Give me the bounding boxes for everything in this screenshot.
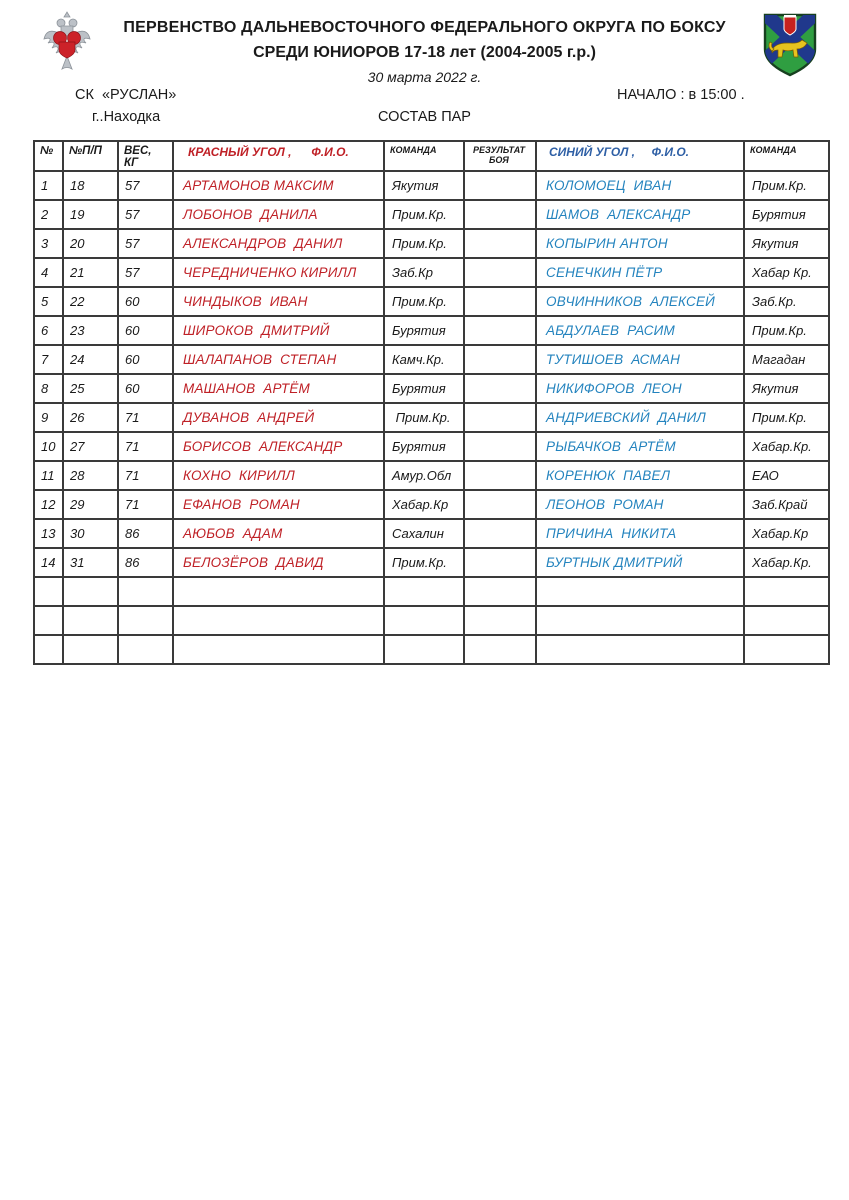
empty-cell xyxy=(464,635,536,664)
red-name-cell: ДУВАНОВ АНДРЕЙ xyxy=(173,403,384,432)
row-number-cell: 6 xyxy=(34,316,63,345)
weight-cell: 57 xyxy=(118,229,173,258)
blue-team-cell: Бурятия xyxy=(744,200,829,229)
table-row xyxy=(34,519,829,548)
blue-team-cell: Хабар Кр. xyxy=(744,258,829,287)
empty-cell xyxy=(63,577,118,606)
empty-cell xyxy=(118,577,173,606)
weight-cell: 86 xyxy=(118,519,173,548)
blue-team-cell: Магадан xyxy=(744,345,829,374)
header-no: № xyxy=(34,141,63,171)
pair-number-cell: 20 xyxy=(63,229,118,258)
row-number-cell: 4 xyxy=(34,258,63,287)
red-team-cell: Прим.Кр. xyxy=(384,287,464,316)
pair-number-cell: 21 xyxy=(63,258,118,287)
table-row xyxy=(34,287,829,316)
section-title: СОСТАВ ПАР xyxy=(378,109,471,125)
result-cell xyxy=(464,345,536,374)
empty-table-row xyxy=(34,606,829,635)
red-team-cell: Прим.Кр. xyxy=(384,548,464,577)
blue-team-cell: Заб.Край xyxy=(744,490,829,519)
red-team-cell: Камч.Кр. xyxy=(384,345,464,374)
venue-name: СК «РУСЛАН» xyxy=(75,87,177,103)
table-row xyxy=(34,171,829,200)
event-date: 30 марта 2022 г. xyxy=(367,69,482,85)
red-team-cell: Якутия xyxy=(384,171,464,200)
city-name: г..Находка xyxy=(92,109,161,125)
weight-cell: 60 xyxy=(118,374,173,403)
blue-team-cell: Хабар.Кр xyxy=(744,519,829,548)
result-cell xyxy=(464,258,536,287)
blue-name-cell: АБДУЛАЕВ РАСИМ xyxy=(536,316,744,345)
header-team-blue: КОМАНДА xyxy=(744,141,829,171)
empty-cell xyxy=(173,577,384,606)
red-name-cell: ЕФАНОВ РОМАН xyxy=(173,490,384,519)
empty-cell xyxy=(464,577,536,606)
pair-number-cell: 29 xyxy=(63,490,118,519)
result-cell xyxy=(464,316,536,345)
blue-name-cell: РЫБАЧКОВ АРТЁМ xyxy=(536,432,744,461)
blue-name-cell: АНДРИЕВСКИЙ ДАНИЛ xyxy=(536,403,744,432)
weight-cell: 71 xyxy=(118,490,173,519)
blue-name-cell: КОПЫРИН АНТОН xyxy=(536,229,744,258)
blue-team-cell: Хабар.Кр. xyxy=(744,548,829,577)
pair-number-cell: 18 xyxy=(63,171,118,200)
blue-name-cell: КОРЕНЮК ПАВЕЛ xyxy=(536,461,744,490)
table-row xyxy=(34,432,829,461)
header-pair-no: №П/П xyxy=(63,141,118,171)
weight-cell: 71 xyxy=(118,461,173,490)
header-weight-line1: ВЕС, xyxy=(124,145,152,157)
red-team-cell: Прим.Кр. xyxy=(384,200,464,229)
header-result-line2: БОЯ xyxy=(489,155,509,165)
red-name-cell: ЧЕРЕДНИЧЕНКО КИРИЛЛ xyxy=(173,258,384,287)
weight-cell: 60 xyxy=(118,345,173,374)
blue-name-cell: ОВЧИННИКОВ АЛЕКСЕЙ xyxy=(536,287,744,316)
weight-cell: 86 xyxy=(118,548,173,577)
red-team-cell: Амур.Обл xyxy=(384,461,464,490)
pair-number-cell: 28 xyxy=(63,461,118,490)
pairs-table xyxy=(33,140,830,665)
blue-name-cell: ПРИЧИНА НИКИТА xyxy=(536,519,744,548)
blue-name-cell: КОЛОМОЕЦ ИВАН xyxy=(536,171,744,200)
pair-number-cell: 24 xyxy=(63,345,118,374)
tournament-subtitle: СРЕДИ ЮНИОРОВ 17-18 лет (2004-2005 г.р.) xyxy=(253,44,596,61)
table-row xyxy=(34,316,829,345)
weight-cell: 71 xyxy=(118,403,173,432)
primorsky-krai-coat-of-arms-icon xyxy=(760,11,820,84)
empty-cell xyxy=(34,606,63,635)
red-team-cell: Сахалин xyxy=(384,519,464,548)
empty-cell xyxy=(34,635,63,664)
tournament-title: ПЕРВЕНСТВО ДАЛЬНЕВОСТОЧНОГО ФЕДЕРАЛЬНОГО ОКРУГА ПО БОКСУ xyxy=(123,19,726,36)
red-name-cell: ЛОБОНОВ ДАНИЛА xyxy=(173,200,384,229)
blue-name-cell: ШАМОВ АЛЕКСАНДР xyxy=(536,200,744,229)
empty-cell xyxy=(118,606,173,635)
pair-number-cell: 27 xyxy=(63,432,118,461)
boxing-federation-emblem-icon xyxy=(42,11,92,82)
row-number-cell: 1 xyxy=(34,171,63,200)
weight-cell: 60 xyxy=(118,316,173,345)
red-team-cell: Бурятия xyxy=(384,316,464,345)
blue-team-cell: Заб.Кр. xyxy=(744,287,829,316)
result-cell xyxy=(464,432,536,461)
pair-number-cell: 23 xyxy=(63,316,118,345)
blue-team-cell: Якутия xyxy=(744,374,829,403)
empty-cell xyxy=(384,606,464,635)
empty-cell xyxy=(63,635,118,664)
result-cell xyxy=(464,490,536,519)
result-cell xyxy=(464,519,536,548)
header-result xyxy=(464,141,536,171)
empty-table-row xyxy=(34,577,829,606)
result-cell xyxy=(464,200,536,229)
blue-team-cell: Прим.Кр. xyxy=(744,171,829,200)
empty-cell xyxy=(118,635,173,664)
table-row xyxy=(34,258,829,287)
red-team-cell: Заб.Кр xyxy=(384,258,464,287)
result-cell xyxy=(464,229,536,258)
blue-name-cell: БУРТНЫК ДМИТРИЙ xyxy=(536,548,744,577)
result-cell xyxy=(464,403,536,432)
header-red-corner: КРАСНЫЙ УГОЛ , Ф.И.О. xyxy=(173,141,384,171)
table-row xyxy=(34,345,829,374)
table-header-row xyxy=(34,141,829,171)
red-name-cell: АЮБОВ АДАМ xyxy=(173,519,384,548)
empty-cell xyxy=(536,635,744,664)
red-team-cell: Бурятия xyxy=(384,374,464,403)
result-cell xyxy=(464,461,536,490)
red-name-cell: ШАЛАПАНОВ СТЕПАН xyxy=(173,345,384,374)
row-number-cell: 14 xyxy=(34,548,63,577)
result-cell xyxy=(464,548,536,577)
header-weight-line2: КГ xyxy=(124,157,139,169)
blue-name-cell: ЛЕОНОВ РОМАН xyxy=(536,490,744,519)
blue-name-cell: СЕНЕЧКИН ПЁТР xyxy=(536,258,744,287)
empty-cell xyxy=(34,577,63,606)
row-number-cell: 10 xyxy=(34,432,63,461)
row-number-cell: 8 xyxy=(34,374,63,403)
red-name-cell: КОХНО КИРИЛЛ xyxy=(173,461,384,490)
result-cell xyxy=(464,287,536,316)
row-number-cell: 11 xyxy=(34,461,63,490)
weight-cell: 57 xyxy=(118,171,173,200)
empty-cell xyxy=(744,606,829,635)
header-blue-corner: СИНИЙ УГОЛ , Ф.И.О. xyxy=(536,141,744,171)
red-name-cell: АРТАМОНОВ МАКСИМ xyxy=(173,171,384,200)
header-weight xyxy=(118,141,173,171)
header-result-line1: РЕЗУЛЬТАТ xyxy=(472,145,526,155)
empty-cell xyxy=(384,635,464,664)
red-name-cell: АЛЕКСАНДРОВ ДАНИЛ xyxy=(173,229,384,258)
empty-cell xyxy=(173,606,384,635)
table-row xyxy=(34,548,829,577)
table-row xyxy=(34,461,829,490)
blue-team-cell: Хабар.Кр. xyxy=(744,432,829,461)
empty-cell xyxy=(536,577,744,606)
weight-cell: 60 xyxy=(118,287,173,316)
pair-number-cell: 25 xyxy=(63,374,118,403)
red-name-cell: ШИРОКОВ ДМИТРИЙ xyxy=(173,316,384,345)
row-number-cell: 2 xyxy=(34,200,63,229)
red-team-cell: Хабар.Кр xyxy=(384,490,464,519)
empty-cell xyxy=(63,606,118,635)
blue-team-cell: Прим.Кр. xyxy=(744,403,829,432)
pair-number-cell: 31 xyxy=(63,548,118,577)
row-number-cell: 13 xyxy=(34,519,63,548)
table-row xyxy=(34,374,829,403)
start-time: НАЧАЛО : в 15:00 . xyxy=(617,87,745,103)
empty-cell xyxy=(173,635,384,664)
result-cell xyxy=(464,171,536,200)
empty-cell xyxy=(536,606,744,635)
empty-cell xyxy=(464,606,536,635)
blue-name-cell: НИКИФОРОВ ЛЕОН xyxy=(536,374,744,403)
row-number-cell: 5 xyxy=(34,287,63,316)
table-row xyxy=(34,490,829,519)
blue-team-cell: ЕАО xyxy=(744,461,829,490)
weight-cell: 57 xyxy=(118,258,173,287)
red-team-cell: Прим.Кр. xyxy=(384,403,464,432)
empty-table-row xyxy=(34,635,829,664)
row-number-cell: 9 xyxy=(34,403,63,432)
weight-cell: 57 xyxy=(118,200,173,229)
pair-number-cell: 30 xyxy=(63,519,118,548)
row-number-cell: 12 xyxy=(34,490,63,519)
table-row xyxy=(34,229,829,258)
empty-cell xyxy=(744,635,829,664)
pair-number-cell: 19 xyxy=(63,200,118,229)
result-cell xyxy=(464,374,536,403)
red-name-cell: ЧИНДЫКОВ ИВАН xyxy=(173,287,384,316)
pair-number-cell: 26 xyxy=(63,403,118,432)
row-number-cell: 7 xyxy=(34,345,63,374)
table-row xyxy=(34,200,829,229)
header-team-red: КОМАНДА xyxy=(384,141,464,171)
red-name-cell: МАШАНОВ АРТЁМ xyxy=(173,374,384,403)
empty-cell xyxy=(384,577,464,606)
empty-cell xyxy=(744,577,829,606)
red-team-cell: Прим.Кр. xyxy=(384,229,464,258)
blue-team-cell: Прим.Кр. xyxy=(744,316,829,345)
row-number-cell: 3 xyxy=(34,229,63,258)
pair-number-cell: 22 xyxy=(63,287,118,316)
red-name-cell: БЕЛОЗЁРОВ ДАВИД xyxy=(173,548,384,577)
blue-team-cell: Якутия xyxy=(744,229,829,258)
blue-name-cell: ТУТИШОЕВ АСМАН xyxy=(536,345,744,374)
weight-cell: 71 xyxy=(118,432,173,461)
red-name-cell: БОРИСОВ АЛЕКСАНДР xyxy=(173,432,384,461)
table-row xyxy=(34,403,829,432)
red-team-cell: Бурятия xyxy=(384,432,464,461)
